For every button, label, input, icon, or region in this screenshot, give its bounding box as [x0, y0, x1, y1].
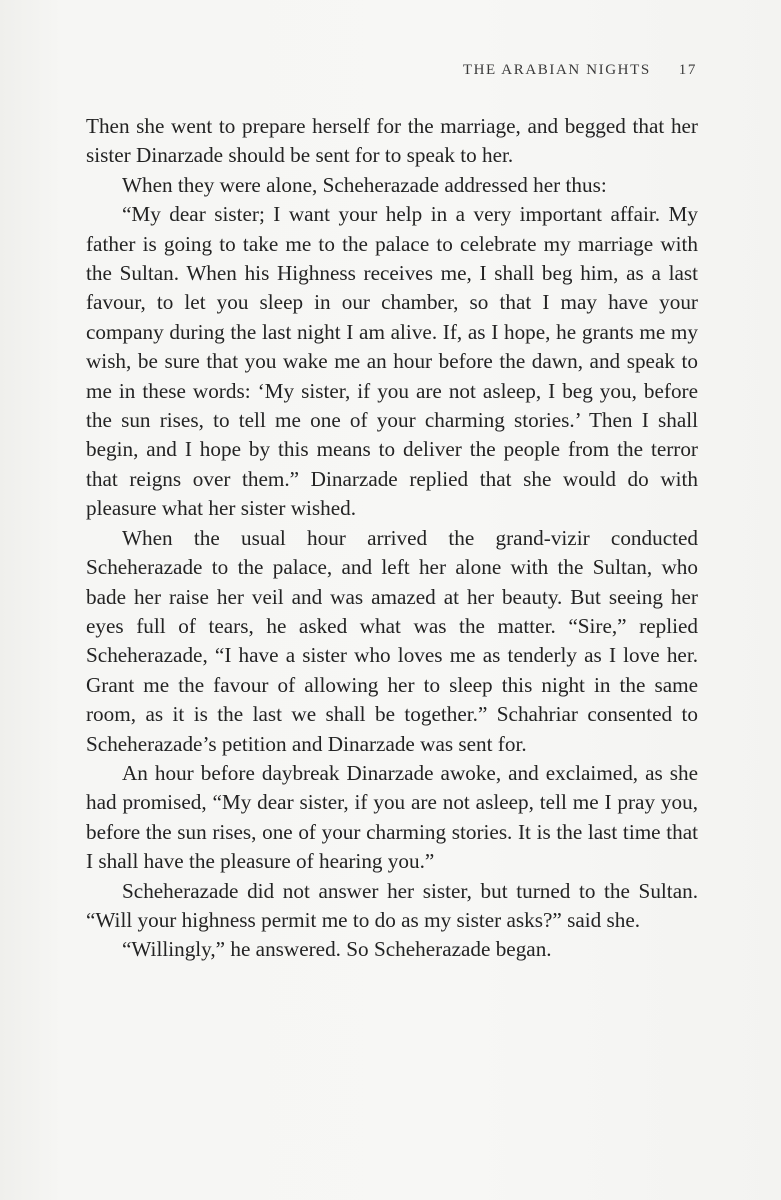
paragraph-7: “Willingly,” he answered. So Scheherazade began.: [122, 937, 552, 962]
paragraph-2: When they were alone, Scheherazade addressed her thus:: [122, 172, 607, 197]
paragraph-4: When the usual hour arrived the grand-vizir conducted Scheherazade to the palace, and left her alone with the Sultan, who bade her raise her veil and was amazed at her beauty. But seeing her eyes full of tears, he asked what was the matter. “Sire,” replied Scheherazade, “I have a sister who loves me as tenderly as I love her. Grant me the favour of allowing her to sleep this night in the same room, as it is the last we shall be together.” Schahriar consented to Scheherazade’s petition and Dinarzade was sent for.: [86, 525, 698, 756]
paragraph-3: “My dear sister; I want your help in a very important affair. My father is going to take me to the palace to celebrate my marriage with the Sultan. When his Highness receives me, I shall beg him, as a last favour, to let you sleep in our chamber, so that I may have your company during the last night I am alive. If, as I hope, he grants me my wish, be sure that you wake me an hour before the dawn, and speak to me in these words: ‘My sister, if you are not asleep, I beg you, before the sun rises, to tell me one of your charming stories.’ Then I shall begin, and I hope by this means to deliver the people from the terror that reigns over them.” Dinarzade replied that she would do with pleasure what her sister wished.: [86, 202, 698, 521]
paragraph-1: Then she went to prepare herself for the marriage, and begged that her sister Dinarzade should be sent for to speak to her.: [86, 114, 698, 168]
page-number: 17: [678, 62, 697, 78]
running-head: [463, 62, 697, 79]
book-title: THE ARABIAN NIGHTS: [462, 62, 651, 78]
paragraph-5: An hour before daybreak Dinarzade awoke, and exclaimed, as she had promised, “My dear sister, if you are not asleep, tell me I pray you, before the sun rises, one of your charming stories. It is the last time that I shall have the pleasure of hearing you.”: [86, 760, 698, 874]
body-text: [86, 112, 698, 965]
paragraph-6: Scheherazade did not answer her sister, but turned to the Sultan. “Will your highness permit me to do as my sister asks?” said she.: [86, 878, 698, 932]
